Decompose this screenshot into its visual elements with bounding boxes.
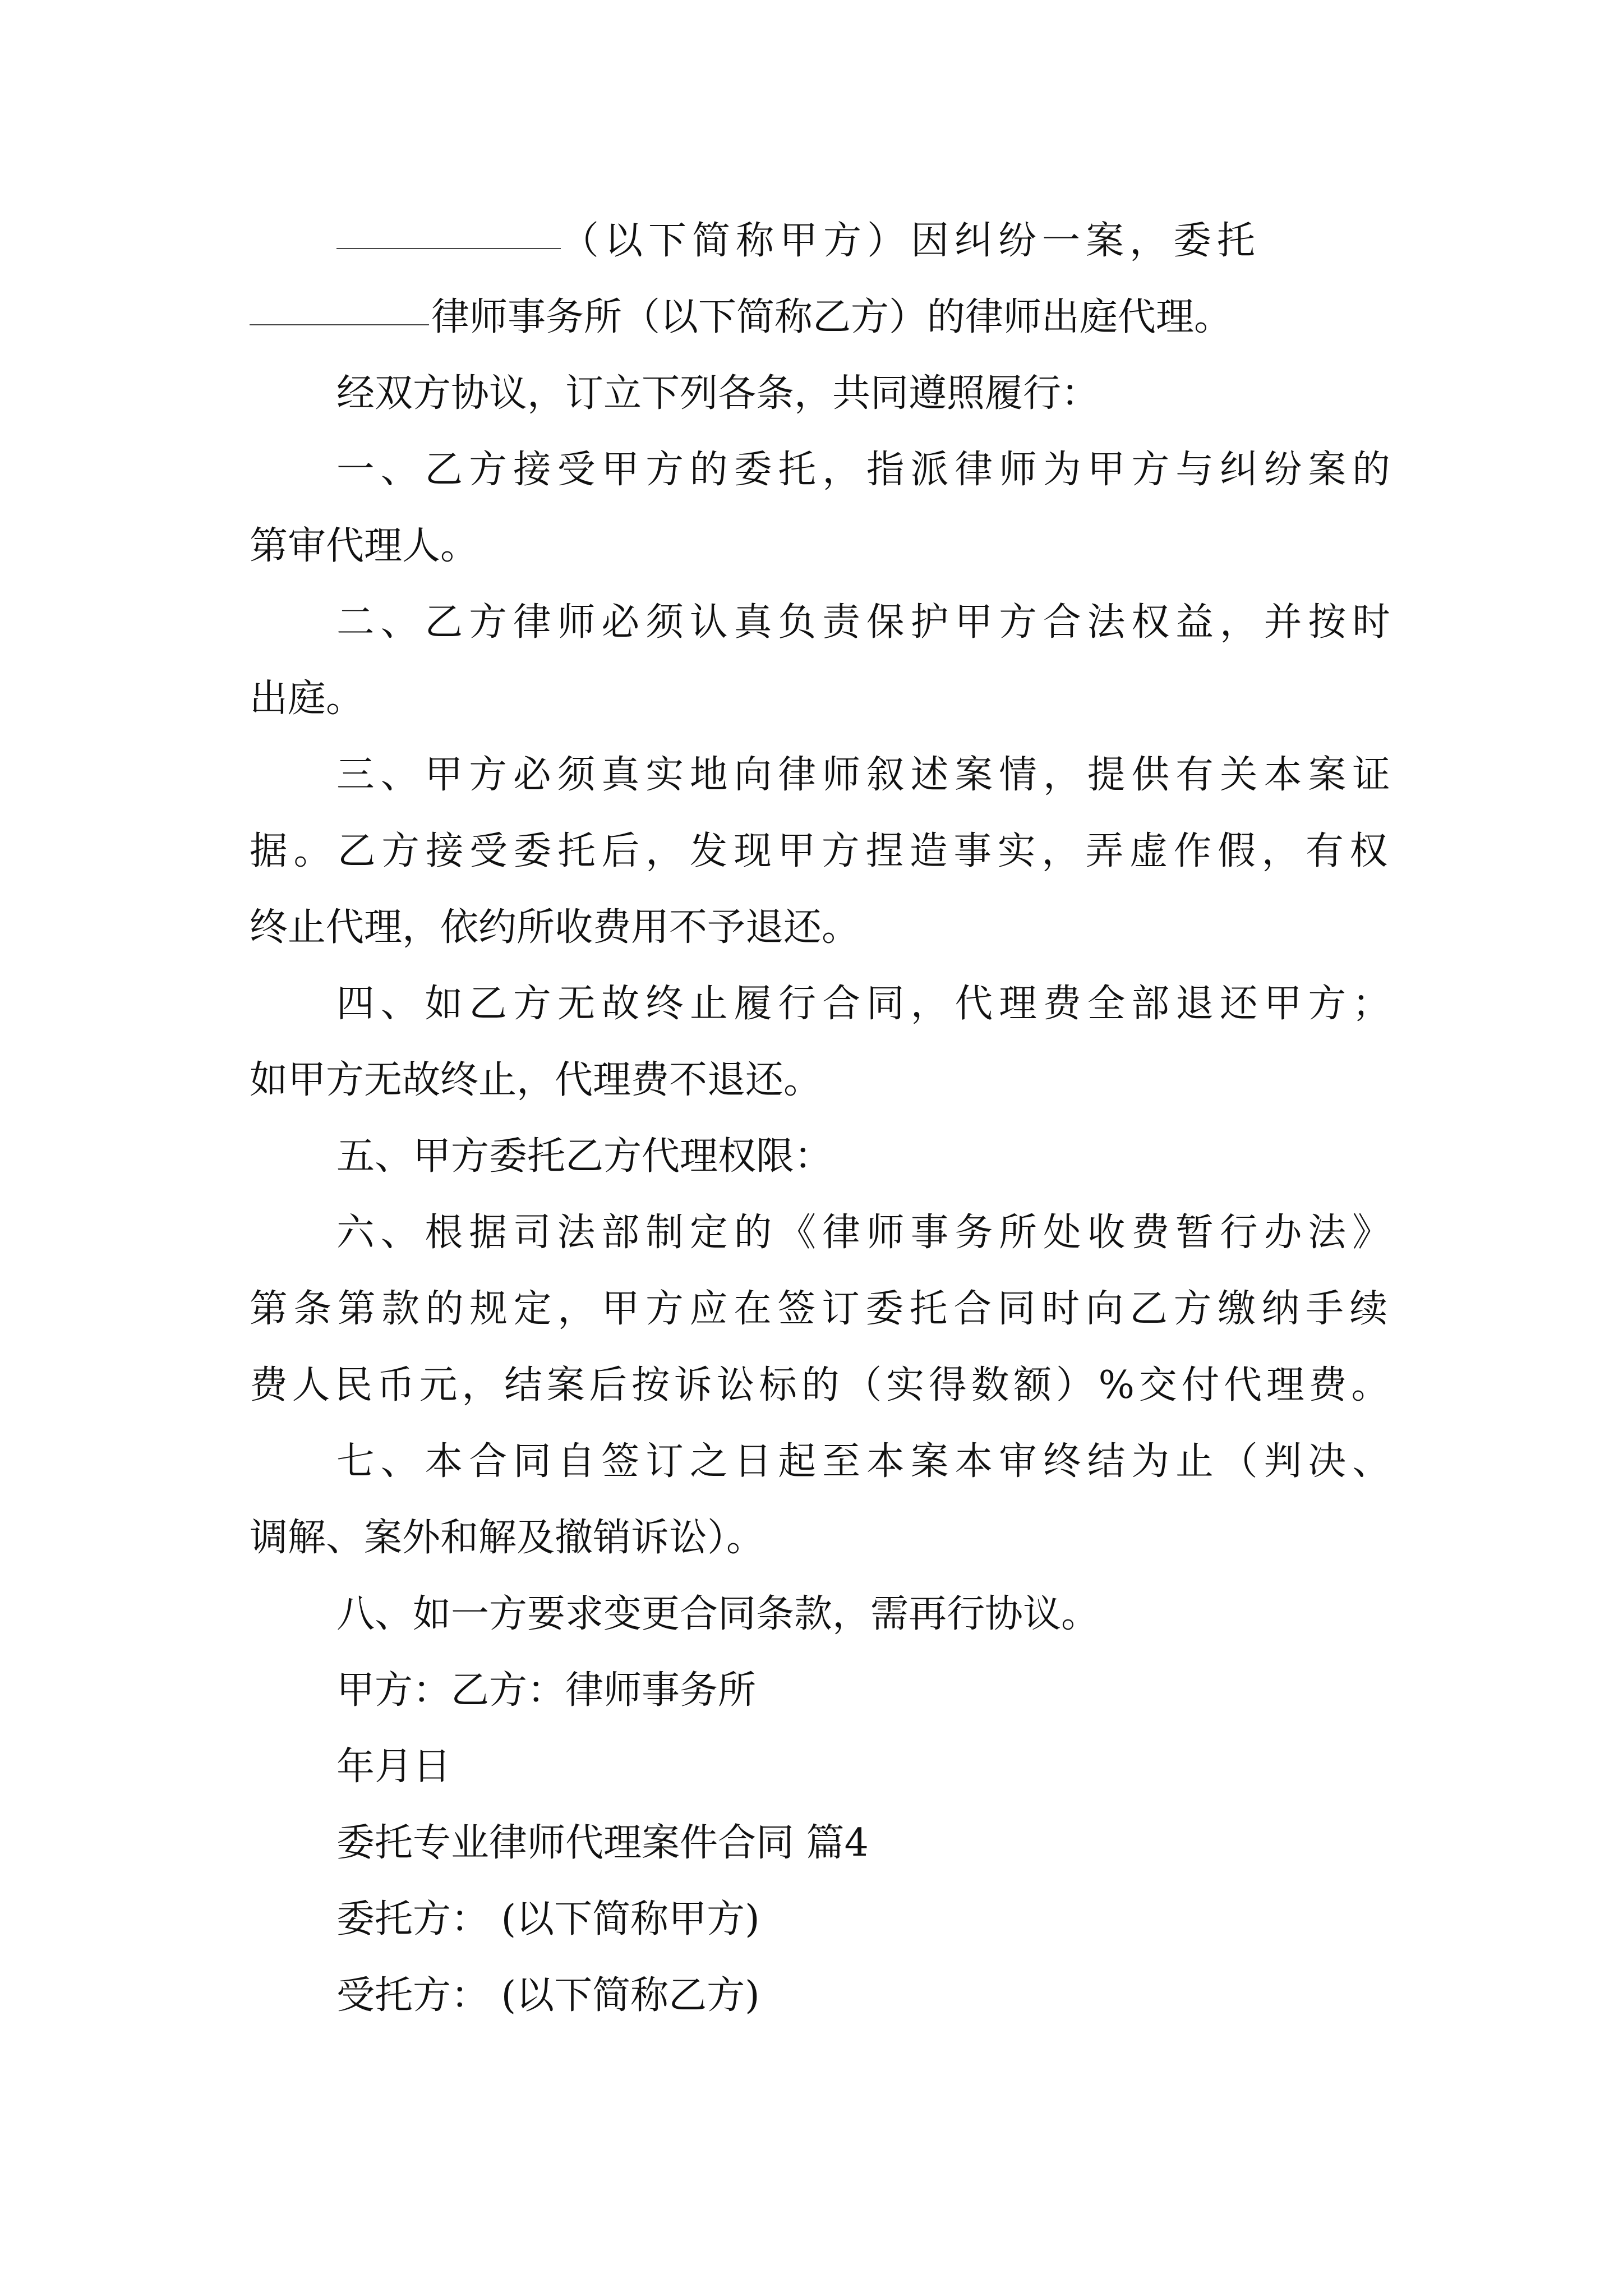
intro-text-2: 律师事务所（以下简称乙方）的律师出庭代理。 [431,295,1233,339]
clause-5-line: 五、甲方委托乙方代理权限： [336,1134,833,1179]
date-line: 年月日 [336,1745,451,1789]
agreement-line: 经双方协议，订立下列各条，共同遵照履行： [336,371,1100,416]
clause-2-line-2: 出庭。 [250,677,365,721]
intro-line-1 [336,213,1396,269]
blank-underline [250,289,429,325]
clause-4-line-1: 四、如乙方无故终止履行合同，代理费全部退还甲方； [336,982,1396,1026]
clause-2-line-1: 二、乙方律师必须认真负责保护甲方合法权益，并按时 [336,600,1396,645]
clause-3-line-3: 终止代理，依约所收费用不予退还。 [250,905,860,950]
clause-6-line-1: 六、根据司法部制定的《律师事务所处收费暂行办法》 [336,1211,1396,1255]
clause-3-line-2: 据。乙方接受委托后，发现甲方捏造事实，弄虚作假，有权 [250,829,1394,873]
next-contract-title: 委托专业律师代理案件合同 篇4 [336,1821,869,1865]
clause-8-line: 八、如一方要求变更合同条款，需再行协议。 [336,1592,1100,1636]
clause-1-line-2: 第审代理人。 [250,524,479,568]
blank-underline [336,213,561,249]
clause-7-line-2: 调解、案外和解及撤销诉讼）。 [250,1516,765,1560]
intro-text-1: （以下简称甲方）因纠纷一案，委托 [561,219,1261,263]
clause-6-line-2: 第条第款的规定，甲方应在签订委托合同时向乙方缴纳手续 [250,1287,1394,1331]
clause-1-line-1: 一、乙方接受甲方的委托，指派律师为甲方与纠纷案的 [336,448,1396,492]
client-line: 委托方： (以下简称甲方) [336,1897,760,1941]
clause-4-line-2: 如甲方无故终止，代理费不退还。 [250,1058,822,1102]
parties-line: 甲方：乙方：律师事务所 [336,1668,757,1713]
agent-line: 受托方： (以下简称乙方) [336,1973,760,2018]
clause-3-line-1: 三、甲方必须真实地向律师叙述案情，提供有关本案证 [336,753,1396,797]
intro-line-2 [250,289,1394,346]
clause-7-line-1: 七、本合同自签订之日起至本案本审终结为止（判决、 [336,1439,1396,1484]
clause-6-line-3: 费人民币元，结案后按诉讼标的（实得数额）%交付代理费。 [250,1363,1394,1407]
